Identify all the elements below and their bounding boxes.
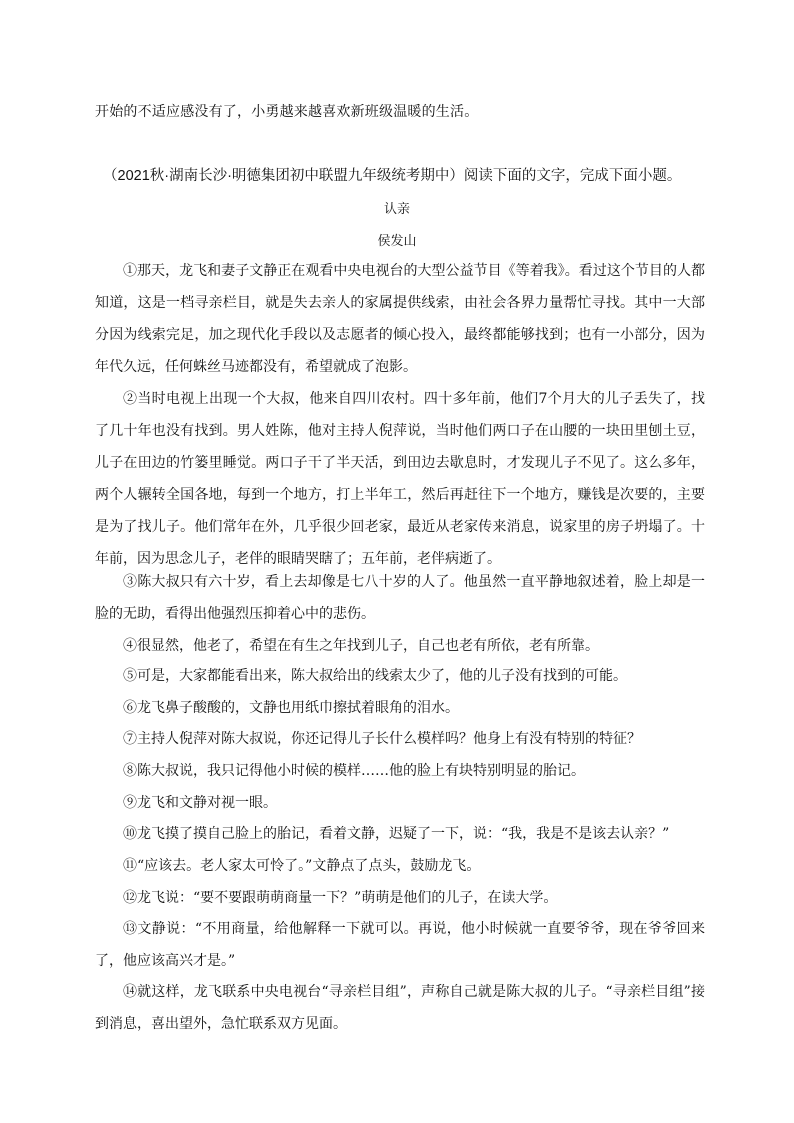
- paragraph-13: ⑬文静说：“不用商量，给他解释一下就可以。再说，他小时候就一直要爷爷，现在爷爷回来了，他应该高兴才是。”: [95, 921, 705, 969]
- paragraph-4: ④很显然，他老了，希望在有生之年找到儿子，自己也老有所依，老有所靠。: [123, 638, 599, 654]
- paragraph-14: ⑭就这样，龙飞联系中央电视台“寻亲栏目组”，声称自己就是陈大叔的儿子。“寻亲栏目组”接到消息，喜出望外，急忙联系双方见面。: [95, 984, 705, 1032]
- paragraph-12: ⑫龙飞说：“要不要跟萌萌商量一下？”萌萌是他们的儿子，在读大学。: [123, 890, 558, 906]
- paragraph-8: ⑧陈大叔说，我只记得他小时候的模样……他的脸上有块特别明显的胎记。: [123, 763, 585, 779]
- paragraph-6: ⑥龙飞鼻子酸酸的，文静也用纸巾擦拭着眼角的泪水。: [123, 700, 459, 716]
- paragraph-7: ⑦主持人倪萍对陈大叔说，你还记得儿子长什么模样吗？他身上有没有特别的特征？: [123, 731, 641, 747]
- story-author: 侯发山: [377, 234, 417, 249]
- paragraph-9: ⑨龙飞和文静对视一眼。: [123, 795, 277, 811]
- paragraph-10: ⑩龙飞摸了摸自己脸上的胎记，看着文静，迟疑了一下，说：“我，我是不是该去认亲？”: [123, 826, 670, 842]
- paragraph-11: ⑪“应该去。老人家太可怜了。”文静点了点头，鼓励龙飞。: [123, 858, 481, 874]
- paragraph-3: ③陈大叔只有六十岁，看上去却像是七八十岁的人了。他虽然一直平静地叙述着，脸上却是一脸的无助，看得出他强烈压抑着心中的悲伤。: [95, 574, 705, 622]
- paragraph-1: ①那天，龙飞和妻子文静正在观看中央电视台的大型公益节目《等着我》。看过这个节目的人都知道，这是一档寻亲栏目，就是失去亲人的家属提供线索，由社会各界力量帮忙寻找。其中一大部分因为线索完足，加之现代化手段以及志愿者的倾心投入，最终都能够找到；也有一小部分，因为年代久远，任何蛛丝马迹都没有，希望就成了泡影。: [95, 263, 705, 375]
- story-title: 认亲: [383, 202, 410, 217]
- continuation-line: 开始的不适应感没有了，小勇越来越喜欢新班级温暖的生活。: [95, 104, 479, 120]
- paragraph-2: ②当时电视上出现一个大叔，他来自四川农村。四十多年前，他们7个月大的儿子丢失了，找了几十年也没有找到。男人姓陈，他对主持人倪萍说，当时他们两口子在山腰的一块田里刨土豆，儿子在田边的竹篓里睡觉。两口子干了半天活，到田边去歇息时，才发现儿子不见了。这么多年，两个人辗转全国各地，每到一个地方，打上半年工，然后再赶往下一个地方，赚钱是次要的，主要是为了找儿子。他们常年在外，几乎很少回老家，最近从老家传来消息，说家里的房子坍塌了。十年前，因为思念儿子，老伴的眼睛哭瞎了；五年前，老伴病逝了。: [95, 391, 705, 567]
- question-source: （2021秋·湖南长沙·明德集团初中联盟九年级统考期中）阅读下面的文字，完成下面小题。: [103, 168, 682, 184]
- paragraph-5: ⑤可是，大家都能看出来，陈大叔给出的线索太少了，他的儿子没有找到的可能。: [123, 668, 627, 684]
